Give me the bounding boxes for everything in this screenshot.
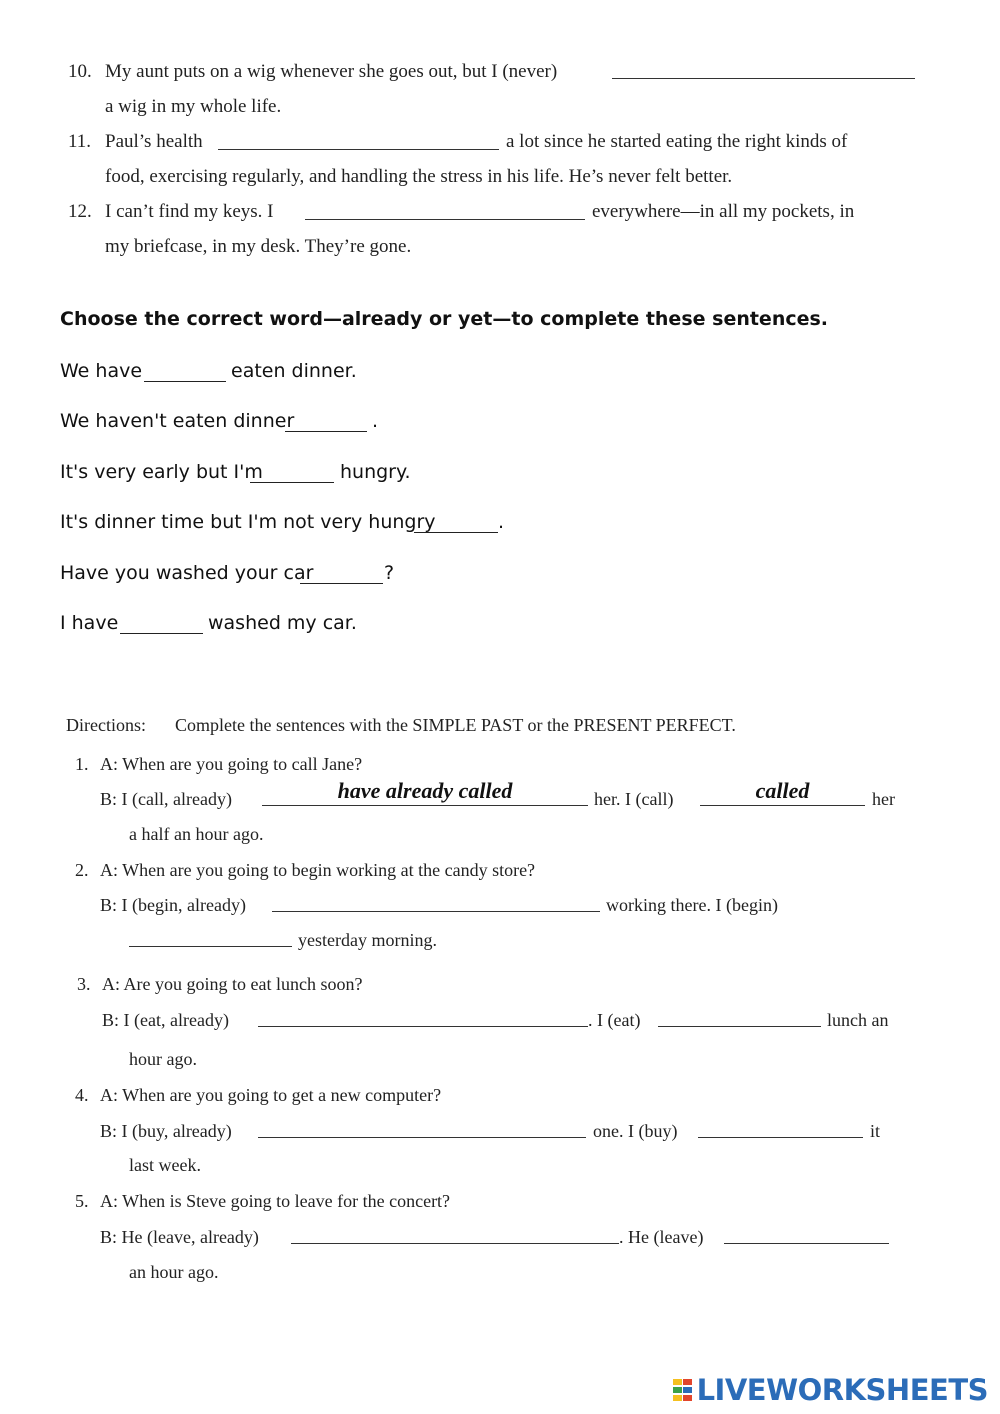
- item-number: 12.: [68, 201, 92, 222]
- sentence-text: It's dinner time but I'm not very hungry: [60, 511, 436, 533]
- sentence-text: hungry.: [340, 461, 411, 483]
- answer-text: have already called: [337, 778, 513, 803]
- answer-input[interactable]: [300, 564, 383, 584]
- item-text: a lot since he started eating the right kinds of: [506, 131, 848, 152]
- directions-text: Complete the sentences with the SIMPLE PAST or the PRESENT PERFECT.: [175, 715, 736, 735]
- item-number: 1.: [75, 754, 89, 774]
- answer-input[interactable]: [658, 1005, 821, 1027]
- response-b: a half an hour ago.: [129, 824, 264, 844]
- answer-input[interactable]: [120, 614, 203, 634]
- question-a: A: Are you going to eat lunch soon?: [102, 974, 363, 994]
- answer-input[interactable]: [291, 1222, 619, 1244]
- answer-input[interactable]: [258, 1005, 588, 1027]
- liveworksheets-logo[interactable]: [673, 1373, 988, 1407]
- answer-input[interactable]: [250, 463, 334, 483]
- answer-input[interactable]: [218, 128, 499, 150]
- item-text: a wig in my whole life.: [105, 96, 282, 117]
- sentence-text: washed my car.: [208, 612, 357, 634]
- response-b: B: He (leave, already): [100, 1227, 259, 1247]
- item-text: I can’t find my keys. I: [105, 201, 274, 222]
- response-b: . He (leave): [619, 1227, 704, 1247]
- response-b: lunch an: [827, 1010, 889, 1030]
- sentence-text: Have you washed your car: [60, 562, 314, 584]
- answer-input[interactable]: [305, 198, 585, 220]
- answer-input[interactable]: [698, 1116, 863, 1138]
- answer-input[interactable]: [285, 412, 367, 432]
- item-text: my briefcase, in my desk. They’re gone.: [105, 236, 412, 257]
- sentence-text: We have: [60, 360, 143, 382]
- item-number: 3.: [77, 974, 91, 994]
- sentence-text: We haven't eaten dinner: [60, 410, 295, 432]
- response-b: it: [870, 1121, 881, 1141]
- question-a: A: When is Steve going to leave for the concert?: [100, 1191, 451, 1211]
- answer-input[interactable]: [612, 57, 915, 79]
- item-number: 10.: [68, 61, 92, 82]
- answer-input[interactable]: [272, 890, 600, 912]
- response-b: last week.: [129, 1155, 201, 1175]
- sentence-text: ?: [384, 562, 395, 584]
- response-b: an hour ago.: [129, 1262, 219, 1282]
- response-b: hour ago.: [129, 1049, 197, 1069]
- answer-input[interactable]: [700, 778, 865, 806]
- item-text: food, exercising regularly, and handling the stress in his life. He’s never felt better.: [105, 166, 733, 187]
- response-b: working there. I (begin): [606, 895, 778, 915]
- answer-input[interactable]: [414, 513, 498, 533]
- response-b: B: I (call, already): [100, 789, 232, 809]
- directions-label: Directions:: [66, 715, 146, 735]
- sentence-text: I have: [60, 612, 119, 634]
- response-b: . I (eat): [588, 1010, 641, 1030]
- answer-input[interactable]: [144, 362, 226, 382]
- question-a: A: When are you going to get a new computer?: [100, 1085, 442, 1105]
- answer-input[interactable]: [258, 1116, 586, 1138]
- answer-text: called: [755, 778, 810, 803]
- response-b: her. I (call): [594, 789, 674, 809]
- item-number: 11.: [68, 131, 92, 152]
- sentence-text: eaten dinner.: [231, 360, 357, 382]
- sentence-text: .: [498, 511, 505, 533]
- item-number: 4.: [75, 1085, 89, 1105]
- question-a: A: When are you going to call Jane?: [100, 754, 363, 774]
- response-b: her: [872, 789, 895, 809]
- item-number: 2.: [75, 860, 89, 880]
- logo-text: LIVEWORKSHEETS: [696, 1373, 988, 1407]
- response-b: B: I (begin, already): [100, 895, 246, 915]
- liveworksheets-logo-icon: [673, 1377, 693, 1403]
- response-b: yesterday morning.: [298, 930, 437, 950]
- sentence-text: It's very early but I'm: [60, 461, 263, 483]
- item-text: everywhere—in all my pockets, in: [592, 201, 855, 222]
- item-text: Paul’s health: [105, 131, 203, 152]
- answer-input[interactable]: [724, 1222, 889, 1244]
- answer-input[interactable]: [129, 925, 292, 947]
- item-number: 5.: [75, 1191, 89, 1211]
- item-text: My aunt puts on a wig whenever she goes out, but I (never): [105, 61, 558, 82]
- response-b: one. I (buy): [593, 1121, 678, 1141]
- question-a: A: When are you going to begin working at the candy store?: [100, 860, 536, 880]
- sentence-text: .: [372, 410, 379, 432]
- answer-input[interactable]: [262, 778, 588, 806]
- response-b: B: I (eat, already): [102, 1010, 229, 1030]
- response-b: B: I (buy, already): [100, 1121, 232, 1141]
- section-heading: Choose the correct word—already or yet—to complete these sentences.: [60, 308, 829, 330]
